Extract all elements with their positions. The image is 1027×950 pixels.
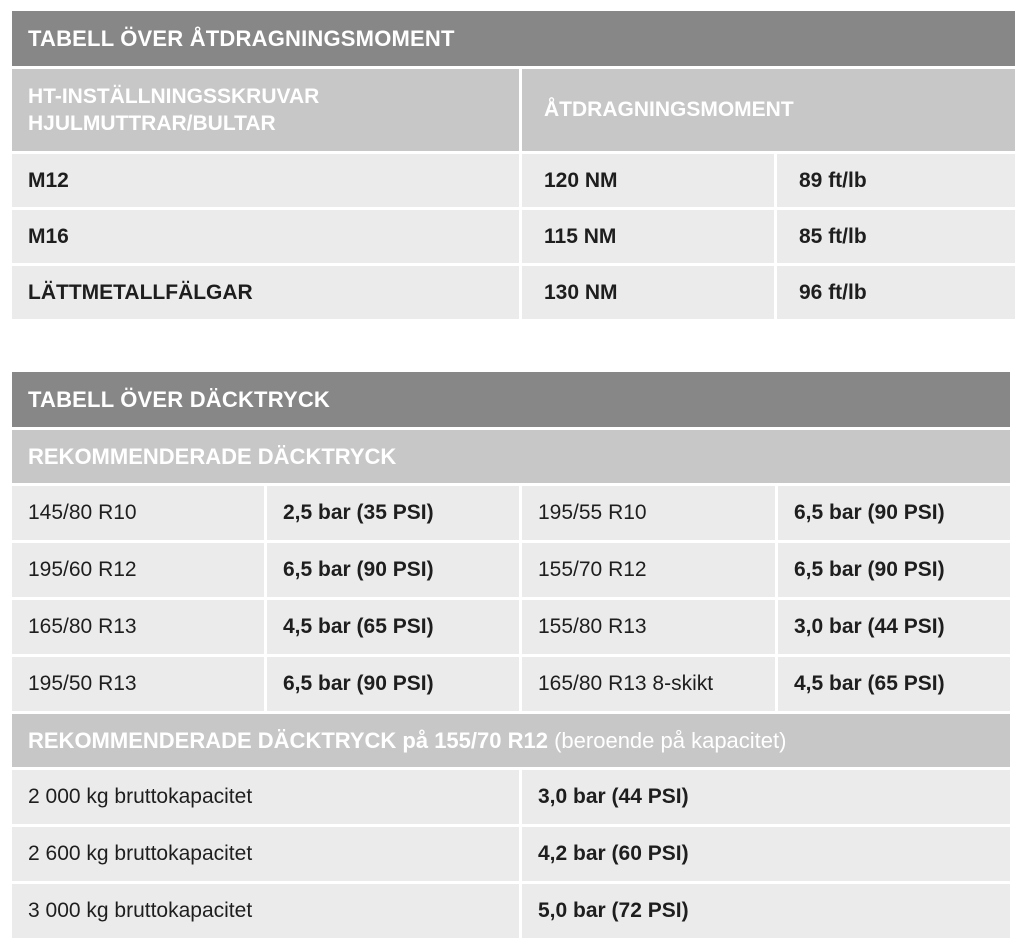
capacity-label: 3 000 kg bruttokapacitet	[12, 884, 519, 938]
torque-table-title: TABELL ÖVER ÅTDRAGNINGSMOMENT	[12, 11, 1015, 66]
tire-size: 195/50 R13	[12, 657, 264, 711]
tire-size: 155/80 R13	[522, 600, 775, 654]
tire-pressure: 4,5 bar (65 PSI)	[267, 600, 519, 654]
tire-size: 165/80 R13 8-skikt	[522, 657, 775, 711]
table-row	[12, 827, 1010, 881]
table-row	[12, 657, 1010, 711]
torque-header-moment: ÅTDRAGNINGSMOMENT	[522, 69, 1015, 151]
pressure-table-title: TABELL ÖVER DÄCKTRYCK	[12, 372, 1010, 427]
tire-pressure: 3,0 bar (44 PSI)	[778, 600, 1010, 654]
torque-row-ftlb: 89 ft/lb	[777, 154, 1015, 207]
pressure-subheader: REKOMMENDERADE DÄCKTRYCK	[12, 430, 1010, 483]
tire-pressure: 2,5 bar (35 PSI)	[267, 486, 519, 540]
tire-pressure: 4,5 bar (65 PSI)	[778, 657, 1010, 711]
torque-header-row	[12, 69, 1015, 151]
torque-header-line2: HJULMUTTRAR/BULTAR	[28, 112, 276, 135]
torque-row-ftlb: 85 ft/lb	[777, 210, 1015, 263]
capacity-pressure: 5,0 bar (72 PSI)	[522, 884, 1010, 938]
capacity-subheader-note: (beroende på kapacitet)	[554, 728, 787, 753]
capacity-pressure: 3,0 bar (44 PSI)	[522, 770, 1010, 824]
tire-pressure: 6,5 bar (90 PSI)	[778, 486, 1010, 540]
table-row	[12, 543, 1010, 597]
tire-pressure: 6,5 bar (90 PSI)	[267, 543, 519, 597]
torque-row-name: M16	[12, 210, 519, 263]
torque-table	[12, 11, 1015, 319]
tire-pressure: 6,5 bar (90 PSI)	[778, 543, 1010, 597]
capacity-subheader-bold: REKOMMENDERADE DÄCKTRYCK på 155/70 R12	[28, 728, 548, 753]
tire-size: 165/80 R13	[12, 600, 264, 654]
torque-row-nm: 115 NM	[522, 210, 774, 263]
capacity-label: 2 000 kg bruttokapacitet	[12, 770, 519, 824]
table-row	[12, 266, 1015, 319]
table-row	[12, 154, 1015, 207]
tire-size: 155/70 R12	[522, 543, 775, 597]
capacity-label: 2 600 kg bruttokapacitet	[12, 827, 519, 881]
table-row	[12, 210, 1015, 263]
torque-row-nm: 120 NM	[522, 154, 774, 207]
tire-size: 145/80 R10	[12, 486, 264, 540]
tire-size: 195/60 R12	[12, 543, 264, 597]
torque-row-nm: 130 NM	[522, 266, 774, 319]
capacity-pressure: 4,2 bar (60 PSI)	[522, 827, 1010, 881]
table-row	[12, 884, 1010, 938]
torque-row-name: M12	[12, 154, 519, 207]
tire-pressure: 6,5 bar (90 PSI)	[267, 657, 519, 711]
torque-row-name: LÄTTMETALLFÄLGAR	[12, 266, 519, 319]
torque-row-ftlb: 96 ft/lb	[777, 266, 1015, 319]
tire-size: 195/55 R10	[522, 486, 775, 540]
torque-header-line1: HT-INSTÄLLNINGSSKRUVAR	[28, 85, 320, 108]
torque-header-bolts	[12, 69, 519, 151]
pressure-table	[12, 372, 1010, 938]
table-row	[12, 770, 1010, 824]
capacity-subheader	[12, 714, 1010, 767]
table-row	[12, 486, 1010, 540]
table-row	[12, 600, 1010, 654]
